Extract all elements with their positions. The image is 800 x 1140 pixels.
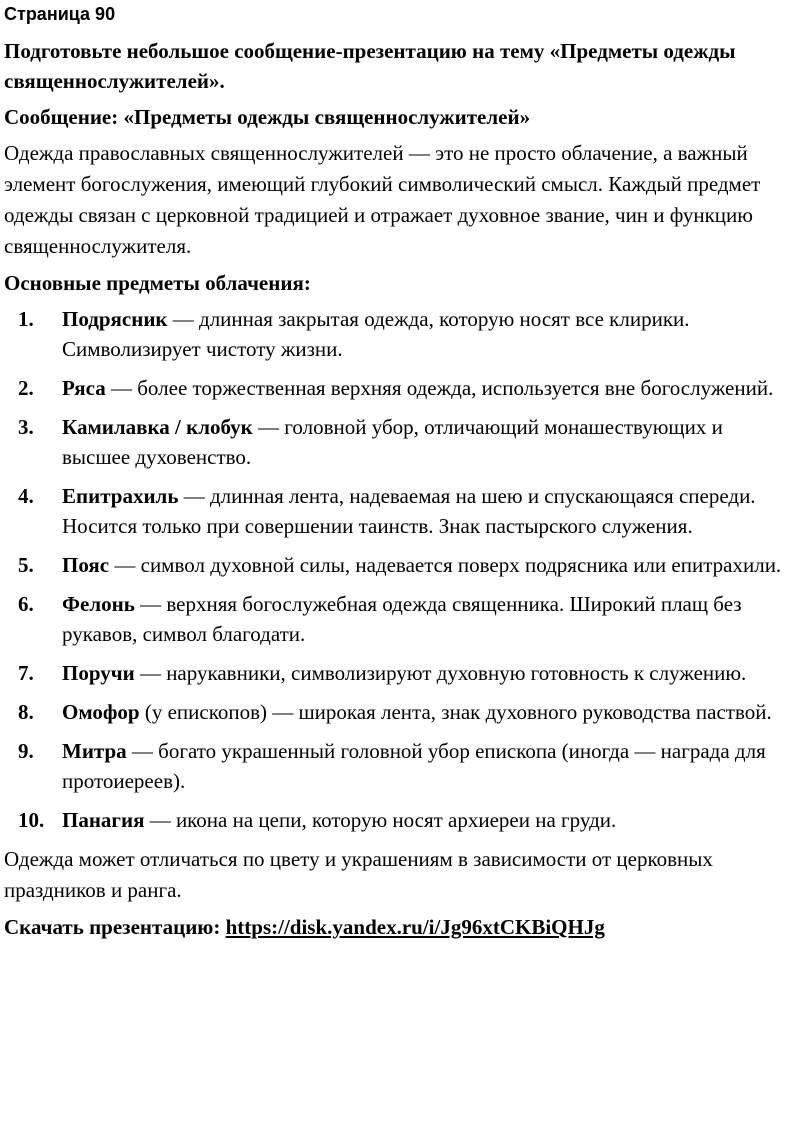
item-term: Поручи: [62, 661, 135, 685]
item-description: — нарукавники, символизируют духовную готовность к служению.: [134, 661, 747, 685]
item-number: 8.: [18, 700, 34, 724]
list-item: [4, 736, 796, 796]
download-label: Скачать презентацию:: [4, 915, 221, 939]
list-item: [4, 697, 796, 727]
item-term: Подрясник: [62, 307, 168, 331]
item-term: Фелонь: [62, 592, 135, 616]
item-number: 7.: [18, 661, 34, 685]
item-number: 1.: [18, 307, 34, 331]
message-title: Сообщение: «Предметы одежды священнослужителей»: [4, 105, 531, 129]
list-item: [4, 658, 796, 688]
item-term: Ряса: [62, 376, 106, 400]
item-description: — икона на цепи, которую носят архиереи на груди.: [144, 808, 617, 832]
item-number: 9.: [18, 739, 34, 763]
list-item: [4, 304, 796, 364]
item-description: — длинная лента, надеваемая на шею и спускающаяся спереди. Носится только при совершении таинств. Знак пастырского служения.: [62, 484, 756, 538]
item-description: (у епископов) — широкая лента, знак духовного руководства паствой.: [139, 700, 772, 724]
item-number: 5.: [18, 553, 34, 577]
item-term: Митра: [62, 739, 127, 763]
item-number: 10.: [18, 808, 45, 832]
item-description: — головной убор, отличающий монашествующих и высшее духовенство.: [62, 415, 723, 469]
intro-paragraph: Одежда православных священнослужителей — это не просто облачение, а важный элемент богослужения, имеющий глубокий символический смысл. Каждый предмет одежды связан с церковной традицией и отражает духовное звание, чин и функцию священнослужителя.: [4, 141, 761, 258]
item-term: Камилавка / клобук: [62, 415, 253, 439]
task-heading: Подготовьте небольшое сообщение-презентацию на тему «Предметы одежды священнослужителей».: [4, 39, 736, 93]
item-number: 3.: [18, 415, 34, 439]
vestments-list: [4, 304, 796, 835]
download-line: [4, 912, 796, 942]
item-number: 6.: [18, 592, 34, 616]
document-body: [4, 36, 796, 942]
item-term: Пояс: [62, 553, 110, 577]
item-term: Панагия: [62, 808, 145, 832]
item-term: Епитрахиль: [62, 484, 179, 508]
outro-paragraph: Одежда может отличаться по цвету и украшениям в зависимости от церковных праздников и ранга.: [4, 847, 713, 902]
list-item: [4, 550, 796, 580]
list-item: [4, 412, 796, 472]
list-item: [4, 373, 796, 403]
item-number: 2.: [18, 376, 34, 400]
download-link[interactable]: https://disk.yandex.ru/i/Jg96xtCKBiQHJg: [225, 915, 605, 939]
page-label: Страница 90: [4, 4, 116, 24]
item-description: — символ духовной силы, надевается поверх подрясника или епитрахили.: [109, 553, 782, 577]
item-term: Омофор: [62, 700, 140, 724]
item-description: — более торжественная верхняя одежда, используется вне богослужений.: [105, 376, 774, 400]
item-description: — длинная закрытая одежда, которую носят все клирики. Символизирует чистоту жизни.: [62, 307, 690, 361]
item-description: — верхняя богослужебная одежда священника. Широкий плащ без рукавов, символ благодати.: [62, 592, 742, 646]
item-number: 4.: [18, 484, 34, 508]
item-description: — богато украшенный головной убор епископа (иногда — награда для протоиереев).: [62, 739, 766, 793]
list-item: [4, 589, 796, 649]
list-item: [4, 481, 796, 541]
list-heading: Основные предметы облачения:: [4, 271, 311, 295]
list-item: [4, 805, 796, 835]
